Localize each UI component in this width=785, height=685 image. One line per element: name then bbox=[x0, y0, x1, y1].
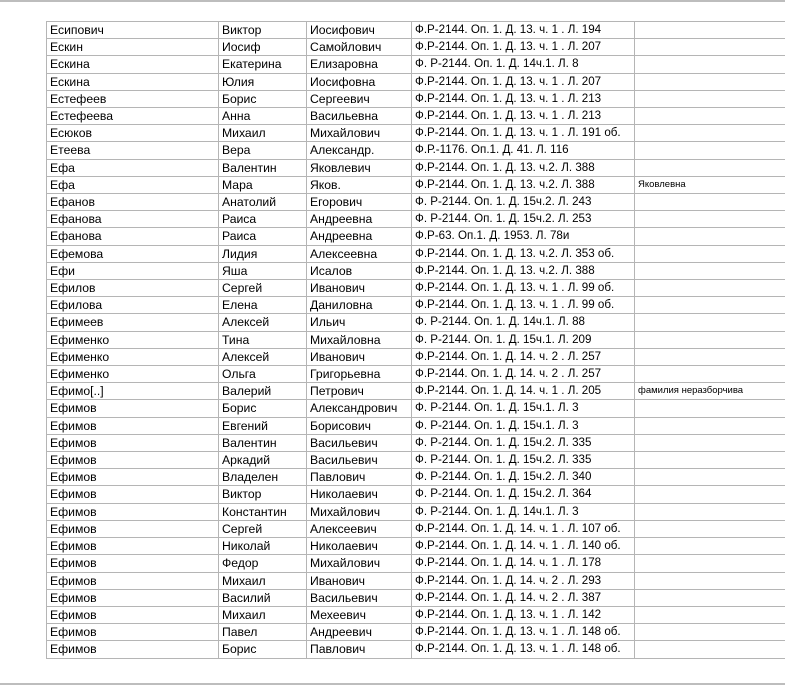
last-name-cell: Ефа bbox=[47, 177, 219, 194]
patronymic-cell: Иванович bbox=[307, 349, 412, 366]
archive-reference-cell: Ф. Р-2144. Оп. 1. Д. 15ч.2. Л. 335 bbox=[412, 435, 635, 452]
archive-reference-cell: Ф. Р-2144. Оп. 1. Д. 15ч.1. Л. 3 bbox=[412, 400, 635, 417]
first-name-cell: Валентин bbox=[219, 160, 307, 177]
patronymic-cell: Иванович bbox=[307, 280, 412, 297]
patronymic-cell: Александрович bbox=[307, 400, 412, 417]
note-cell bbox=[635, 400, 785, 417]
page-top-rule bbox=[0, 0, 785, 2]
last-name-cell: Ефимов bbox=[47, 452, 219, 469]
patronymic-cell: Исалов bbox=[307, 263, 412, 280]
table-row bbox=[47, 160, 785, 177]
archive-reference-cell: Ф.Р-2144. Оп. 1. Д. 13. ч. 1 . Л. 213 bbox=[412, 108, 635, 125]
table-row bbox=[47, 624, 785, 641]
patronymic-cell: Иосифовна bbox=[307, 74, 412, 91]
table-row bbox=[47, 400, 785, 417]
first-name-cell: Василий bbox=[219, 590, 307, 607]
archive-reference-cell: Ф. Р-2144. Оп. 1. Д. 15ч.1. Л. 3 bbox=[412, 418, 635, 435]
first-name-cell: Евгений bbox=[219, 418, 307, 435]
last-name-cell: Ефимов bbox=[47, 590, 219, 607]
archive-reference-cell: Ф.Р-2144. Оп. 1. Д. 13. ч. 1 . Л. 99 об. bbox=[412, 297, 635, 314]
patronymic-cell: Михайлович bbox=[307, 125, 412, 142]
last-name-cell: Ефименко bbox=[47, 366, 219, 383]
last-name-cell: Ефимо[..] bbox=[47, 383, 219, 400]
archive-reference-cell: Ф.Р-2144. Оп. 1. Д. 14. ч. 2 . Л. 387 bbox=[412, 590, 635, 607]
table-row bbox=[47, 74, 785, 91]
first-name-cell: Алексей bbox=[219, 314, 307, 331]
table-row bbox=[47, 504, 785, 521]
patronymic-cell: Борисович bbox=[307, 418, 412, 435]
patronymic-cell: Егорович bbox=[307, 194, 412, 211]
note-cell bbox=[635, 39, 785, 56]
last-name-cell: Ефименко bbox=[47, 349, 219, 366]
patronymic-cell: Яков. bbox=[307, 177, 412, 194]
first-name-cell: Мара bbox=[219, 177, 307, 194]
note-cell bbox=[635, 555, 785, 572]
first-name-cell: Анна bbox=[219, 108, 307, 125]
note-cell bbox=[635, 228, 785, 245]
last-name-cell: Ефилов bbox=[47, 280, 219, 297]
first-name-cell: Виктор bbox=[219, 486, 307, 503]
table-row bbox=[47, 435, 785, 452]
note-cell bbox=[635, 314, 785, 331]
table-row bbox=[47, 366, 785, 383]
note-cell bbox=[635, 280, 785, 297]
patronymic-cell: Григорьевна bbox=[307, 366, 412, 383]
table-row bbox=[47, 177, 785, 194]
table-row bbox=[47, 280, 785, 297]
table-row bbox=[47, 538, 785, 555]
first-name-cell: Анатолий bbox=[219, 194, 307, 211]
table-row bbox=[47, 486, 785, 503]
first-name-cell: Сергей bbox=[219, 280, 307, 297]
archive-reference-cell: Ф. Р-2144. Оп. 1. Д. 15ч.2. Л. 340 bbox=[412, 469, 635, 486]
first-name-cell: Вера bbox=[219, 142, 307, 159]
table-row bbox=[47, 573, 785, 590]
archive-reference-cell: Ф.Р-2144. Оп. 1. Д. 13. ч.2. Л. 388 bbox=[412, 263, 635, 280]
patronymic-cell: Васильевна bbox=[307, 108, 412, 125]
last-name-cell: Ефимов bbox=[47, 504, 219, 521]
archive-reference-cell: Ф.Р-2144. Оп. 1. Д. 14. ч. 1 . Л. 178 bbox=[412, 555, 635, 572]
note-cell bbox=[635, 418, 785, 435]
last-name-cell: Ефимов bbox=[47, 607, 219, 624]
patronymic-cell: Васильевич bbox=[307, 435, 412, 452]
table-row bbox=[47, 418, 785, 435]
patronymic-cell: Даниловна bbox=[307, 297, 412, 314]
table-row bbox=[47, 56, 785, 73]
first-name-cell: Ольга bbox=[219, 366, 307, 383]
table-row bbox=[47, 142, 785, 159]
archive-reference-cell: Ф.Р-2144. Оп. 1. Д. 14. ч. 2 . Л. 257 bbox=[412, 349, 635, 366]
archive-reference-cell: Ф. Р-2144. Оп. 1. Д. 14ч.1. Л. 8 bbox=[412, 56, 635, 73]
last-name-cell: Ефилова bbox=[47, 297, 219, 314]
archive-reference-cell: Ф.Р-2144. Оп. 1. Д. 13. ч. 1 . Л. 148 об. bbox=[412, 624, 635, 641]
archive-reference-cell: Ф. Р-2144. Оп. 1. Д. 14ч.1. Л. 3 bbox=[412, 504, 635, 521]
table-row bbox=[47, 211, 785, 228]
archive-reference-cell: Ф.Р-2144. Оп. 1. Д. 13. ч.2. Л. 388 bbox=[412, 160, 635, 177]
first-name-cell: Алексей bbox=[219, 349, 307, 366]
patronymic-cell: Иванович bbox=[307, 573, 412, 590]
table-row bbox=[47, 555, 785, 572]
table-row bbox=[47, 521, 785, 538]
note-cell bbox=[635, 74, 785, 91]
last-name-cell: Ефа bbox=[47, 160, 219, 177]
last-name-cell: Етеева bbox=[47, 142, 219, 159]
patronymic-cell: Павлович bbox=[307, 469, 412, 486]
table-row bbox=[47, 349, 785, 366]
first-name-cell: Раиса bbox=[219, 228, 307, 245]
archive-reference-cell: Ф.Р-2144. Оп. 1. Д. 13. ч.2. Л. 353 об. bbox=[412, 246, 635, 263]
last-name-cell: Ефимов bbox=[47, 435, 219, 452]
last-name-cell: Ефимов bbox=[47, 573, 219, 590]
first-name-cell: Елена bbox=[219, 297, 307, 314]
table-row bbox=[47, 39, 785, 56]
archive-reference-cell: Ф.Р-2144. Оп. 1. Д. 13. ч. 1 . Л. 207 bbox=[412, 39, 635, 56]
last-name-cell: Ефимов bbox=[47, 555, 219, 572]
archive-reference-cell: Ф.Р-2144. Оп. 1. Д. 13. ч. 1 . Л. 194 bbox=[412, 21, 635, 39]
patronymic-cell: Михайлович bbox=[307, 555, 412, 572]
records-table bbox=[46, 21, 785, 659]
archive-reference-cell: Ф.Р-2144. Оп. 1. Д. 14. ч. 1 . Л. 140 об. bbox=[412, 538, 635, 555]
note-cell bbox=[635, 332, 785, 349]
note-cell bbox=[635, 452, 785, 469]
table-row bbox=[47, 108, 785, 125]
table-row bbox=[47, 21, 785, 39]
last-name-cell: Ефимов bbox=[47, 469, 219, 486]
note-cell bbox=[635, 108, 785, 125]
archive-reference-cell: Ф. Р-2144. Оп. 1. Д. 15ч.2. Л. 243 bbox=[412, 194, 635, 211]
note-cell bbox=[635, 246, 785, 263]
note-cell bbox=[635, 538, 785, 555]
first-name-cell: Павел bbox=[219, 624, 307, 641]
patronymic-cell: Алексеевич bbox=[307, 521, 412, 538]
first-name-cell: Валентин bbox=[219, 435, 307, 452]
patronymic-cell: Васильевич bbox=[307, 590, 412, 607]
note-cell bbox=[635, 91, 785, 108]
table-row bbox=[47, 641, 785, 658]
archive-reference-cell: Ф.Р-2144. Оп. 1. Д. 13. ч. 1 . Л. 207 bbox=[412, 74, 635, 91]
archive-reference-cell: Ф.Р-2144. Оп. 1. Д. 13. ч. 1 . Л. 99 об. bbox=[412, 280, 635, 297]
last-name-cell: Ескин bbox=[47, 39, 219, 56]
note-cell bbox=[635, 160, 785, 177]
last-name-cell: Есипович bbox=[47, 21, 219, 39]
patronymic-cell: Михайлович bbox=[307, 504, 412, 521]
patronymic-cell: Михайловна bbox=[307, 332, 412, 349]
patronymic-cell: Сергеевич bbox=[307, 91, 412, 108]
patronymic-cell: Яковлевич bbox=[307, 160, 412, 177]
patronymic-cell: Мехеевич bbox=[307, 607, 412, 624]
note-cell bbox=[635, 211, 785, 228]
note-cell bbox=[635, 504, 785, 521]
records-table-body bbox=[47, 21, 785, 659]
table-row bbox=[47, 91, 785, 108]
note-cell bbox=[635, 56, 785, 73]
last-name-cell: Естефеев bbox=[47, 91, 219, 108]
last-name-cell: Ефимов bbox=[47, 521, 219, 538]
first-name-cell: Борис bbox=[219, 641, 307, 658]
table-row bbox=[47, 246, 785, 263]
note-cell: фамилия неразборчива bbox=[635, 383, 785, 400]
archive-reference-cell: Ф. Р-2144. Оп. 1. Д. 15ч.2. Л. 364 bbox=[412, 486, 635, 503]
first-name-cell: Михаил bbox=[219, 125, 307, 142]
first-name-cell: Виктор bbox=[219, 21, 307, 39]
note-cell bbox=[635, 194, 785, 211]
archive-reference-cell: Ф.Р-2144. Оп. 1. Д. 13. ч. 1 . Л. 142 bbox=[412, 607, 635, 624]
last-name-cell: Ефимов bbox=[47, 538, 219, 555]
patronymic-cell: Николаевич bbox=[307, 538, 412, 555]
first-name-cell: Борис bbox=[219, 400, 307, 417]
archive-reference-cell: Ф.Р.-1176. Оп.1. Д. 41. Л. 116 bbox=[412, 142, 635, 159]
last-name-cell: Ефи bbox=[47, 263, 219, 280]
first-name-cell: Юлия bbox=[219, 74, 307, 91]
patronymic-cell: Андреевна bbox=[307, 228, 412, 245]
first-name-cell: Сергей bbox=[219, 521, 307, 538]
note-cell: Яковлевна bbox=[635, 177, 785, 194]
patronymic-cell: Андреевич bbox=[307, 624, 412, 641]
first-name-cell: Яша bbox=[219, 263, 307, 280]
table-row bbox=[47, 263, 785, 280]
archive-reference-cell: Ф.Р-2144. Оп. 1. Д. 14. ч. 1 . Л. 107 об. bbox=[412, 521, 635, 538]
last-name-cell: Ефанова bbox=[47, 211, 219, 228]
patronymic-cell: Елизаровна bbox=[307, 56, 412, 73]
note-cell bbox=[635, 125, 785, 142]
last-name-cell: Ефимов bbox=[47, 486, 219, 503]
table-row bbox=[47, 452, 785, 469]
last-name-cell: Ефемова bbox=[47, 246, 219, 263]
patronymic-cell: Андреевна bbox=[307, 211, 412, 228]
archive-reference-cell: Ф.Р-2144. Оп. 1. Д. 14. ч. 1 . Л. 205 bbox=[412, 383, 635, 400]
note-cell bbox=[635, 469, 785, 486]
archive-reference-cell: Ф.Р-2144. Оп. 1. Д. 14. ч. 2 . Л. 257 bbox=[412, 366, 635, 383]
table-row bbox=[47, 590, 785, 607]
patronymic-cell: Иосифович bbox=[307, 21, 412, 39]
note-cell bbox=[635, 21, 785, 39]
archive-reference-cell: Ф. Р-2144. Оп. 1. Д. 15ч.2. Л. 335 bbox=[412, 452, 635, 469]
first-name-cell: Владелен bbox=[219, 469, 307, 486]
table-row bbox=[47, 194, 785, 211]
patronymic-cell: Васильевич bbox=[307, 452, 412, 469]
patronymic-cell: Самойлович bbox=[307, 39, 412, 56]
last-name-cell: Ескина bbox=[47, 74, 219, 91]
last-name-cell: Ефименко bbox=[47, 332, 219, 349]
note-cell bbox=[635, 263, 785, 280]
first-name-cell: Лидия bbox=[219, 246, 307, 263]
note-cell bbox=[635, 607, 785, 624]
patronymic-cell: Петрович bbox=[307, 383, 412, 400]
archive-reference-cell: Ф.Р-2144. Оп. 1. Д. 13. ч. 1 . Л. 213 bbox=[412, 91, 635, 108]
note-cell bbox=[635, 435, 785, 452]
note-cell bbox=[635, 486, 785, 503]
note-cell bbox=[635, 624, 785, 641]
first-name-cell: Михаил bbox=[219, 607, 307, 624]
archive-reference-cell: Ф.Р-63. Оп.1. Д. 1953. Л. 78и bbox=[412, 228, 635, 245]
first-name-cell: Николай bbox=[219, 538, 307, 555]
note-cell bbox=[635, 573, 785, 590]
table-row bbox=[47, 228, 785, 245]
note-cell bbox=[635, 297, 785, 314]
first-name-cell: Аркадий bbox=[219, 452, 307, 469]
last-name-cell: Ескина bbox=[47, 56, 219, 73]
note-cell bbox=[635, 349, 785, 366]
first-name-cell: Федор bbox=[219, 555, 307, 572]
patronymic-cell: Александр. bbox=[307, 142, 412, 159]
table-row bbox=[47, 125, 785, 142]
note-cell bbox=[635, 590, 785, 607]
last-name-cell: Ефимов bbox=[47, 400, 219, 417]
note-cell bbox=[635, 366, 785, 383]
archive-reference-cell: Ф. Р-2144. Оп. 1. Д. 14ч.1. Л. 88 bbox=[412, 314, 635, 331]
note-cell bbox=[635, 142, 785, 159]
last-name-cell: Естефеева bbox=[47, 108, 219, 125]
archive-reference-cell: Ф.Р-2144. Оп. 1. Д. 13. ч. 1 . Л. 191 об. bbox=[412, 125, 635, 142]
archive-reference-cell: Ф. Р-2144. Оп. 1. Д. 15ч.1. Л. 209 bbox=[412, 332, 635, 349]
note-cell bbox=[635, 521, 785, 538]
archive-reference-cell: Ф.Р-2144. Оп. 1. Д. 13. ч. 1 . Л. 148 об. bbox=[412, 641, 635, 658]
last-name-cell: Ефимеев bbox=[47, 314, 219, 331]
archive-reference-cell: Ф.Р-2144. Оп. 1. Д. 13. ч.2. Л. 388 bbox=[412, 177, 635, 194]
patronymic-cell: Павлович bbox=[307, 641, 412, 658]
archive-reference-cell: Ф. Р-2144. Оп. 1. Д. 15ч.2. Л. 253 bbox=[412, 211, 635, 228]
last-name-cell: Ефанова bbox=[47, 228, 219, 245]
last-name-cell: Ефимов bbox=[47, 641, 219, 658]
first-name-cell: Иосиф bbox=[219, 39, 307, 56]
first-name-cell: Константин bbox=[219, 504, 307, 521]
last-name-cell: Ефимов bbox=[47, 624, 219, 641]
archive-reference-cell: Ф.Р-2144. Оп. 1. Д. 14. ч. 2 . Л. 293 bbox=[412, 573, 635, 590]
table-row bbox=[47, 314, 785, 331]
first-name-cell: Борис bbox=[219, 91, 307, 108]
first-name-cell: Екатерина bbox=[219, 56, 307, 73]
first-name-cell: Михаил bbox=[219, 573, 307, 590]
patronymic-cell: Ильич bbox=[307, 314, 412, 331]
last-name-cell: Ефимов bbox=[47, 418, 219, 435]
table-row bbox=[47, 332, 785, 349]
table-row bbox=[47, 607, 785, 624]
first-name-cell: Тина bbox=[219, 332, 307, 349]
last-name-cell: Есюков bbox=[47, 125, 219, 142]
table-row bbox=[47, 383, 785, 400]
patronymic-cell: Николаевич bbox=[307, 486, 412, 503]
first-name-cell: Раиса bbox=[219, 211, 307, 228]
first-name-cell: Валерий bbox=[219, 383, 307, 400]
table-row bbox=[47, 469, 785, 486]
patronymic-cell: Алексеевна bbox=[307, 246, 412, 263]
table-row bbox=[47, 297, 785, 314]
last-name-cell: Ефанов bbox=[47, 194, 219, 211]
note-cell bbox=[635, 641, 785, 658]
document-sheet bbox=[46, 21, 785, 659]
